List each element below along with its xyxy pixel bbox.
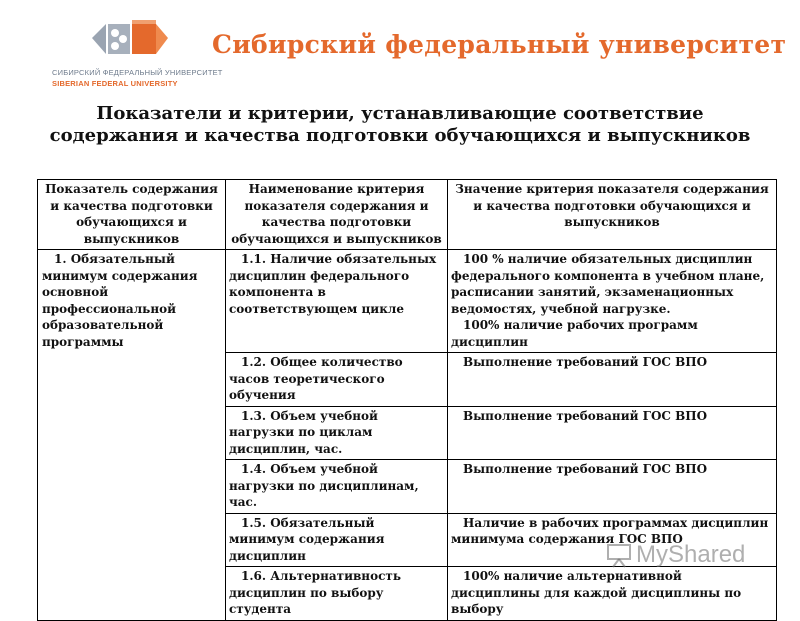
- criterion-text: 1.4. Объем учебной нагрузки по дисциплинам, час.: [229, 462, 419, 509]
- value-cell: [448, 353, 777, 407]
- value-text: Наличие в рабочих программах дисциплин минимума содержания ГОС ВПО: [451, 515, 769, 546]
- slide-title-line1: Показатели и критерии, устанавливающие соответствие: [96, 103, 704, 124]
- header-value: Значение критерия показателя содержания и качества подготовки обучающихся и выпускников: [448, 180, 777, 250]
- value-text-2: 100% наличие рабочих программ дисциплин: [451, 318, 698, 349]
- logo-caption-en: SIBERIAN FEDERAL UNIVERSITY: [52, 79, 178, 88]
- criterion-cell: [226, 353, 448, 407]
- criterion-text: 1.2. Общее количество часов теоретического обучения: [229, 355, 403, 402]
- value-text: 100% наличие альтернативной дисциплины для каждой дисциплины по выбору: [451, 569, 742, 616]
- header-criterion: Наименование критерия показателя содержания и качества подготовки обучающихся и выпускников: [226, 180, 448, 250]
- presentation-board-icon: [606, 542, 632, 568]
- criterion-cell: [226, 406, 448, 460]
- logo-caption-ru: СИБИРСКИЙ ФЕДЕРАЛЬНЫЙ УНИВЕРСИТЕТ: [52, 68, 223, 77]
- university-title: Сибирский федеральный университет: [212, 30, 787, 59]
- watermark-text: MyShared: [636, 541, 746, 568]
- criterion-cell: [226, 460, 448, 514]
- header-indicator: Показатель содержания и качества подготовки обучающихся и выпускников: [38, 180, 226, 250]
- value-text: Выполнение требований ГОС ВПО: [463, 355, 708, 369]
- value-text: Выполнение требований ГОС ВПО: [463, 408, 708, 423]
- slide-title: [0, 103, 800, 147]
- criterion-text: 1.3. Объем учебной нагрузки по циклам дисциплин, час.: [229, 408, 378, 456]
- indicator-text: 1. Обязательный минимум содержания основной профессиональной образовательной программы: [42, 252, 198, 349]
- criterion-text: 1.1. Наличие обязательных дисциплин федерального компонента в соответствующем цикле: [229, 252, 437, 316]
- watermark: [606, 541, 745, 569]
- indicator-cell: [38, 250, 226, 621]
- criterion-cell: [226, 567, 448, 621]
- value-cell: [448, 567, 777, 621]
- sfu-emblem-icon: [90, 16, 170, 62]
- university-logo: [52, 16, 223, 98]
- value-cell: [448, 250, 777, 353]
- criterion-cell: [226, 513, 448, 567]
- criterion-text: 1.6. Альтернативность дисциплин по выбору студента: [229, 569, 401, 616]
- value-text: Выполнение требований ГОС ВПО: [463, 462, 708, 476]
- value-text: 100 % наличие обязательных дисциплин федерального компонента в учебном плане, расписании занятий, экзаменационных ведомостях, учебной нагрузке.: [451, 252, 765, 316]
- slide-title-line2: содержания и качества подготовки обучающихся и выпускников: [49, 125, 751, 146]
- table-header-row: [38, 180, 777, 250]
- criterion-text: 1.5. Обязательный минимум содержания дисциплин: [229, 515, 385, 563]
- criterion-cell: [226, 250, 448, 353]
- value-cell: [448, 460, 777, 514]
- value-cell: [448, 406, 777, 460]
- table-row: [38, 250, 777, 353]
